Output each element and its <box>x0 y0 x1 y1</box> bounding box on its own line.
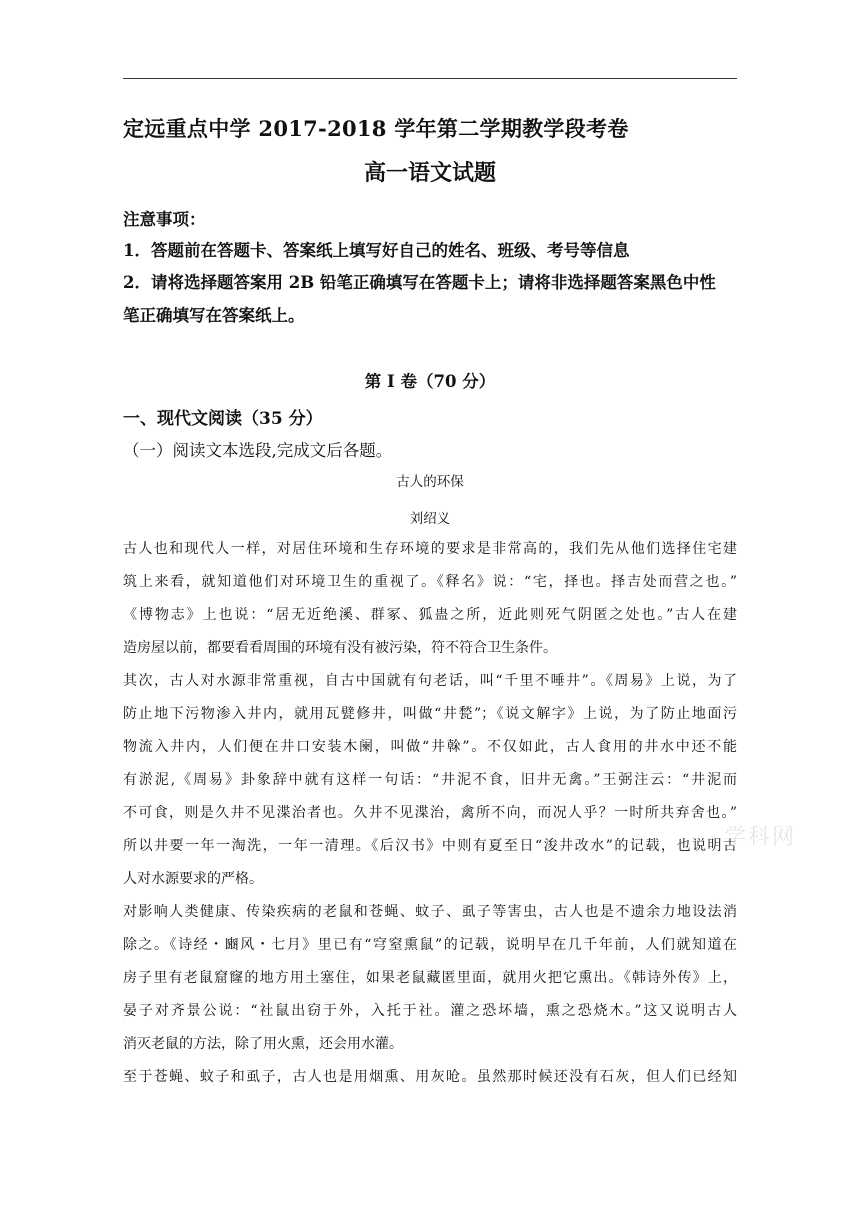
article-line: 对影响人类健康、传染疾病的老鼠和苍蝇、蚊子、虱子等害虫，古人也是不遗余力地设法消 <box>123 904 737 920</box>
article-line: 至于苍蝇、蚊子和虱子，古人也是用烟熏、用灰呛。虽然那时候还没有石灰，但人们已经知 <box>123 1069 737 1085</box>
notice-item: 1．答题前在答题卡、答案纸上填写好自己的姓名、班级、考号等信息 <box>123 241 630 260</box>
article-line: 筑上来看，就知道他们对环境卫生的重视了。《释名》说：“宅，择也。择吉处而营之也。” <box>123 574 737 590</box>
notice-item: 2．请将选择题答案用 2B 铅笔正确填写在答题卡上；请将非选择题答案黑色中性 <box>123 273 716 292</box>
notice-heading: 注意事项： <box>123 210 206 229</box>
article-line: 其次，古人对水源非常重视，自古中国就有句老话，叫“千里不唾井”。《周易》上说，为了 <box>123 673 737 689</box>
article-line: 人对水源要求的严格。 <box>123 871 263 887</box>
article-line: 有淤泥,《周易》卦象辞中就有这样一句话：“井泥不食，旧井无禽。”王弼注云：“井泥而 <box>123 772 737 788</box>
article-line: 防止地下污物渗入井内，就用瓦甓修井，叫做“井甃”；《说文解字》上说，为了防止地面污 <box>123 706 737 722</box>
watermark: 学科网 <box>724 825 797 850</box>
exam-subtitle: 高一语文试题 <box>363 160 496 186</box>
header-rule <box>123 78 737 79</box>
article-line: 古人也和现代人一样，对居住环境和生存环境的要求是非常高的，我们先从他们选择住宅建 <box>123 541 737 557</box>
exam-title: 定远重点中学 2017-2018 学年第二学期教学段考卷 <box>123 116 629 141</box>
article-line: 晏子对齐景公说：“社鼠出窃于外，入托于社。灌之恐坏墙，熏之恐烧木。”这又说明古人 <box>123 1003 737 1019</box>
article-line: 物流入井内，人们便在井口安装木阑，叫做“井榦”。不仅如此，古人食用的井水中还不能 <box>123 739 737 755</box>
article-title: 古人的环保 <box>396 474 464 490</box>
notice-item: 笔正确填写在答案纸上。 <box>123 306 305 325</box>
section-title: 第 I 卷（70 分） <box>364 372 496 391</box>
sub-heading: （一）阅读文本选段,完成文后各题。 <box>123 441 393 460</box>
article-line: 除之。《诗经・豳风・七月》里已有“穹窒熏鼠”的记载，说明早在几千年前，人们就知道在 <box>123 937 737 953</box>
article-line: 不可食，则是久井不见渫治者也。久井不见渫治，禽所不向，而况人乎？一时所共弃舍也。” <box>123 805 737 821</box>
article-line: 造房屋以前，都要看看周围的环境有没有被污染，符不符合卫生条件。 <box>123 640 557 656</box>
article-line: 所以井要一年一淘洗，一年一清理。《后汉书》中则有夏至日“浚井改水”的记载，也说明古 <box>123 838 737 854</box>
article-line: 房子里有老鼠窟窿的地方用土塞住，如果老鼠藏匿里面，就用火把它熏出。《韩诗外传》上， <box>123 970 737 986</box>
article-author: 刘绍义 <box>409 511 451 527</box>
article-line: 消灭老鼠的方法，除了用火熏，还会用水灌。 <box>123 1036 403 1052</box>
article-line: 《博物志》上也说：“居无近绝溪、群冢、狐蛊之所，近此则死气阴匿之处也。”古人在建 <box>123 607 737 623</box>
part-heading: 一、现代文阅读（35 分） <box>123 409 323 429</box>
